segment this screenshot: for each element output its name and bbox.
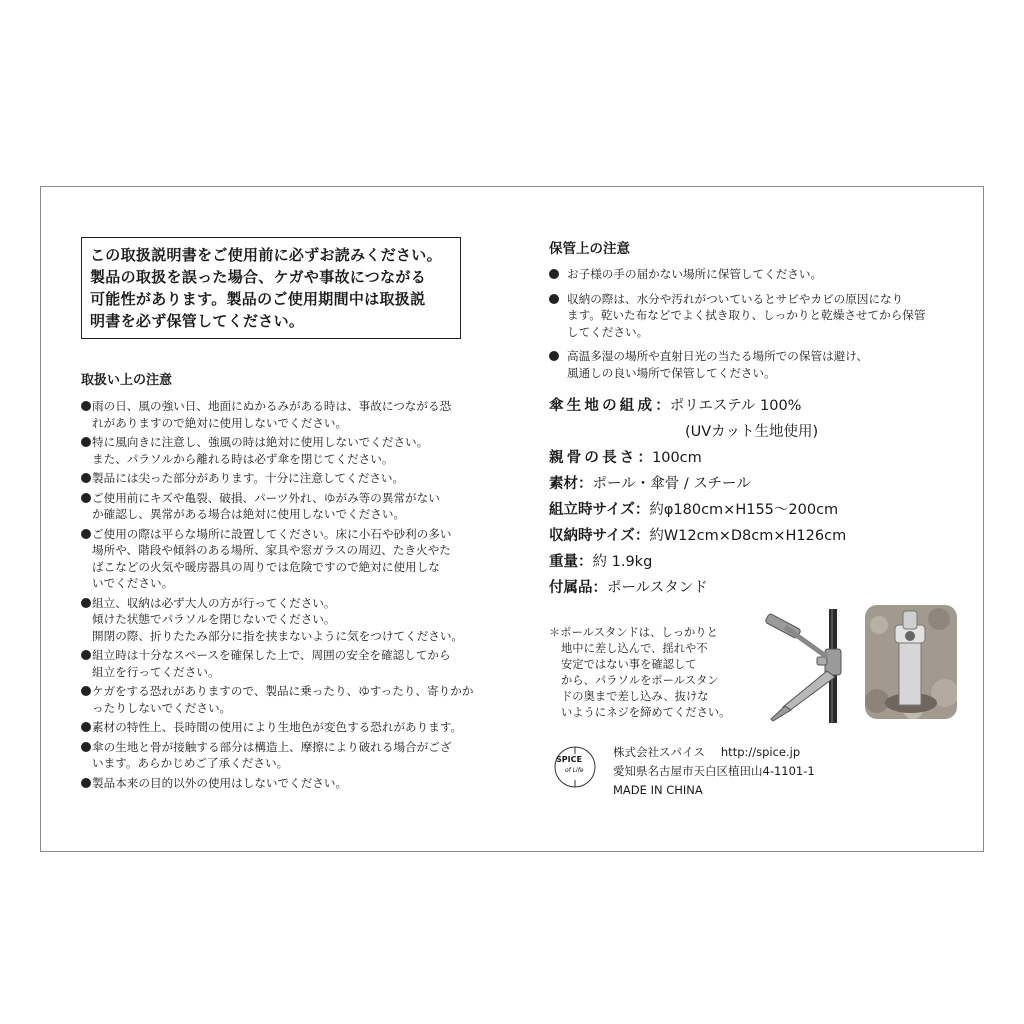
list-item: ご使用前にキズや亀裂、破損、パーツ外れ、ゆがみ等の異常がない か確認し、異常がある場合は絶対に使用しないでください。 <box>81 490 491 523</box>
bullet-icon <box>81 598 91 608</box>
spec-fabric-note: (UVカット生地使用) <box>685 424 819 440</box>
list-item: 組立、収納は必ず大人の方が行ってください。 傾けた状態でパラソルを閉じないでください。 開閉の際、折りたたみ部分に指を挟まないように気をつけてください。 <box>81 595 491 645</box>
bullet-icon <box>81 493 91 503</box>
company-name: 株式会社スパイス <box>613 745 705 759</box>
bullet-icon <box>81 437 91 447</box>
list-item: ご使用の際は平らな場所に設置してください。床に小石や砂利の多い 場所や、階段や傾斜のある場所、家具や窓ガラスの周辺、たき火やた ばこなどの火気や暖房器具の周りでは危険ですので絶対に使用しな いでください。 <box>81 526 491 592</box>
list-item: 高温多湿の場所や直射日光の当たる場所での保管は避け、 風通しの良い場所で保管してください。 <box>549 348 969 381</box>
spec-accessory: 付属品 ： ポールスタンド <box>549 580 708 596</box>
pole-stand-note: ＊ポールスタンドは、しっかりと 地中に差し込んで、揺れや不 安定ではない事を確認して から、パラソルをポールスタン ドの奥まで差し込み、抜けな いようにネジを締めてください。 <box>549 626 731 719</box>
left-column <box>81 237 491 794</box>
handling-heading: 取扱い上の注意 <box>81 373 173 388</box>
pole-stand-illustration <box>761 607 861 725</box>
handling-list <box>81 398 491 791</box>
storage-heading: 保管上の注意 <box>549 241 630 257</box>
list-item: 素材の特性上、長時間の使用により生地色が変色する恐れがあります。 <box>81 719 491 736</box>
storage-list <box>549 266 969 381</box>
country-of-origin: MADE IN CHINA <box>613 783 703 797</box>
bullet-icon <box>549 269 559 279</box>
company-url: http://spice.jp <box>720 745 801 759</box>
right-column <box>549 237 969 797</box>
spec-fabric: 傘生地の組成 ： ポリエステル 100% <box>549 398 802 414</box>
list-item: 製品本来の目的以外の使用はしないでください。 <box>81 775 491 792</box>
bullet-icon <box>81 650 91 660</box>
instruction-card <box>40 186 984 852</box>
warning-box <box>81 237 461 339</box>
bullet-icon <box>81 722 91 732</box>
bullet-icon <box>81 529 91 539</box>
spec-material: 素材 ： ポール・傘骨 / スチール <box>549 476 751 492</box>
list-item: 傘の生地と骨が接触する部分は構造上、摩擦により破れる場合がござ います。あらかじめご了承ください。 <box>81 739 491 772</box>
spec-assembled-size: 組立時サイズ ： 約φ180cm×H155〜200cm <box>549 502 839 518</box>
list-item: 収納の際は、水分や汚れがついているとサビやカビの原因になり ます。乾いた布などでよく拭き取り、しっかりと乾燥させてから保管 してください。 <box>549 291 969 341</box>
warning-line: 製品の取扱を誤った場合、ケガや事故につながる <box>90 268 427 286</box>
warning-line: 可能性があります。製品のご使用期間中は取扱説 <box>90 290 426 308</box>
spec-weight: 重量 ： 約 1.9kg <box>549 554 653 570</box>
bullet-icon <box>81 742 91 752</box>
spice-logo-text: SPICE of Life <box>556 755 584 774</box>
bullet-icon <box>81 473 91 483</box>
bullet-icon <box>81 401 91 411</box>
company-address: 愛知県名古屋市天白区植田山4-1101-1 <box>613 764 815 778</box>
warning-line: この取扱説明書をご使用前に必ずお読みください。 <box>90 246 442 264</box>
spec-rib-length: 親骨の長さ ： 100cm <box>549 450 702 466</box>
list-item: 雨の日、風の強い日、地面にぬかるみがある時は、事故につながる恐 れがありますので絶対に使用しないでください。 <box>81 398 491 431</box>
bullet-icon <box>549 351 559 361</box>
pole-stand-photo <box>865 605 957 719</box>
list-item: 製品には尖った部分があります。十分に注意してください。 <box>81 470 491 487</box>
list-item: ケガをする恐れがありますので、製品に乗ったり、ゆすったり、寄りかか ったりしないでください。 <box>81 683 491 716</box>
bullet-icon <box>549 294 559 304</box>
list-item: 特に風向きに注意し、強風の時は絶対に使用しないでください。 また、パラソルから離れる時は必ず傘を閉じてください。 <box>81 434 491 467</box>
spec-list <box>549 393 969 601</box>
warning-line: 明書を必ず保管してください。 <box>90 312 305 330</box>
pole-stand-section <box>549 625 969 735</box>
list-item: お子様の手の届かない場所に保管してください。 <box>549 266 969 283</box>
company-info <box>549 743 969 803</box>
bullet-icon <box>81 778 91 788</box>
bullet-icon <box>81 686 91 696</box>
spec-stored-size: 収納時サイズ ： 約W12cm×D8cm×H126cm <box>549 528 847 544</box>
list-item: 組立時は十分なスペースを確保した上で、周囲の安全を確認してから 組立を行ってください。 <box>81 647 491 680</box>
company-text <box>613 743 815 800</box>
